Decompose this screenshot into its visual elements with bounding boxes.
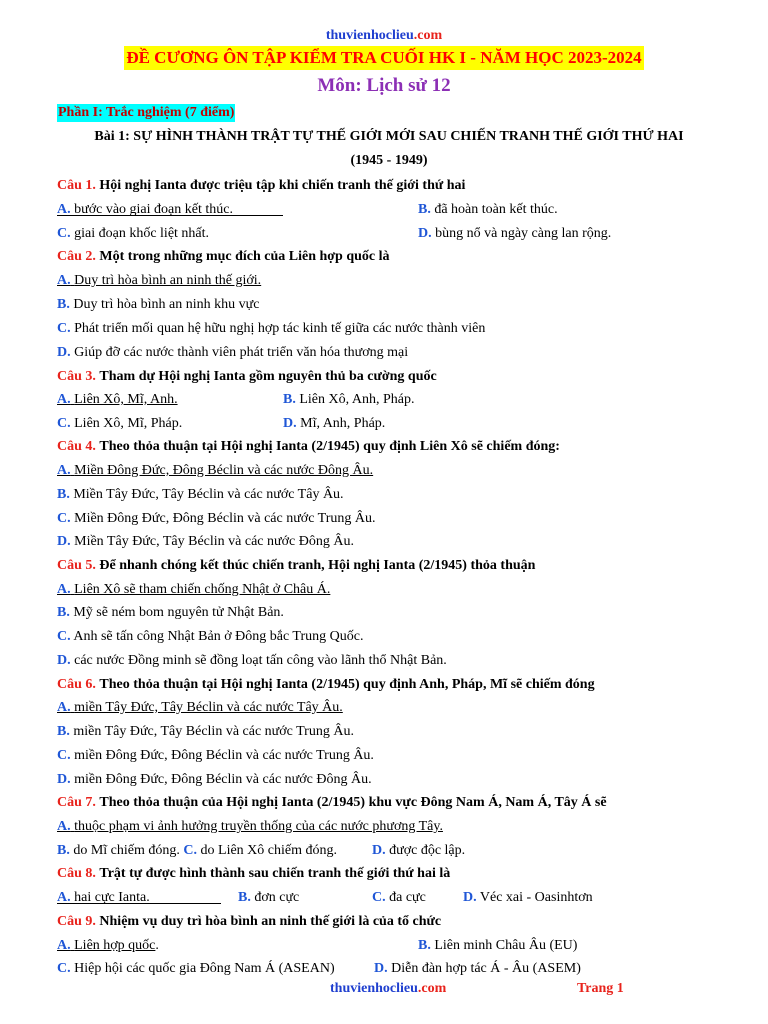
document-title: ĐỀ CƯƠNG ÔN TẬP KIỂM TRA CUỐI HK I - NĂM HỌC 2023-2024 (124, 46, 643, 70)
question-1 (57, 177, 465, 195)
q7-option-d: D. được độc lập. (372, 843, 466, 858)
q4-option-a: A. Miền Đông Đức, Đông Béclin và các nước Đông Âu. (57, 463, 374, 478)
q5-option-a: A. Liên Xô sẽ tham chiến chống Nhật ở Châu Á. (57, 582, 331, 597)
question-8: Câu 8. Trật tự được hình thành sau chiến tranh thế giới thứ hai là (57, 866, 451, 881)
q6-option-d: D. miền Đông Đức, Đông Béclin và các nước Đông Âu. (57, 772, 372, 787)
q1-option-a: A. bước vào giai đoạn kết thúc. (57, 201, 283, 219)
question-label: Câu 1. (57, 178, 96, 193)
title-wrap (0, 46, 768, 70)
q6-option-c: C. miền Đông Đức, Đông Béclin và các nước Trung Âu. (57, 748, 374, 763)
q2-option-d: D. Giúp đỡ các nước thành viên phát triển văn hóa thương mại (57, 345, 409, 360)
q2-option-b: B. Duy trì hòa bình an ninh khu vực (57, 297, 260, 312)
site-name-domain: .com (413, 28, 443, 43)
q8-option-a: A. hai cực Ianta. (57, 889, 221, 907)
q5-option-b: B. Mỹ sẽ ném bom nguyên tử Nhật Bản. (57, 605, 284, 620)
question-2: Câu 2. Một trong những mục đích của Liên hợp quốc là (57, 249, 390, 264)
q9-option-b: B. Liên minh Châu Âu (EU) (418, 938, 578, 953)
q1-option-d: D. bùng nổ và ngày càng lan rộng. (418, 226, 612, 241)
question-3: Câu 3. Tham dự Hội nghị Ianta gồm nguyên thủ ba cường quốc (57, 369, 437, 384)
q4-option-b: B. Miền Tây Đức, Tây Béclin và các nước Tây Âu. (57, 487, 344, 502)
question-5: Câu 5. Để nhanh chóng kết thúc chiến tranh, Hội nghị Ianta (2/1945) thỏa thuận (57, 558, 536, 573)
q6-option-a: A. miền Tây Đức, Tây Béclin và các nước Tây Âu. (57, 700, 343, 715)
q3-option-a: A. Liên Xô, Mĩ, Anh. (57, 392, 178, 407)
site-name-main: thuvienhoclieu (325, 28, 414, 43)
q4-option-c: C. Miền Đông Đức, Đông Béclin và các nước Trung Âu. (57, 511, 376, 526)
q8-option-d: D. Véc xai - Oasinhtơn (463, 890, 593, 905)
q9-option-c: C. Hiệp hội các quốc gia Đông Nam Á (ASEAN) (57, 961, 335, 976)
question-7: Câu 7. Theo thỏa thuận của Hội nghị Ianta (2/1945) khu vực Đông Nam Á, Nam Á, Tây Á sẽ (57, 795, 607, 810)
q3-option-d: D. Mĩ, Anh, Pháp. (283, 416, 386, 431)
q2-option-c: C. Phát triển mối quan hệ hữu nghị hợp tác kinh tế giữa các nước thành viên (57, 321, 486, 336)
site-header (0, 28, 768, 44)
q4-option-d: D. Miền Tây Đức, Tây Béclin và các nước Đông Âu. (57, 534, 354, 549)
q7-options-bcd: B. do Mĩ chiếm đóng. C. do Liên Xô chiếm đóng. (57, 843, 337, 858)
question-text: Hội nghị Ianta được triệu tập khi chiến tranh thế giới thứ hai (99, 178, 466, 193)
subject-title: Môn: Lịch sử 12 (317, 75, 451, 96)
q8-option-b: B. đơn cực (238, 890, 300, 905)
q6-option-b: B. miền Tây Đức, Tây Béclin và các nước Trung Âu. (57, 724, 354, 739)
q5-option-d: D. các nước Đồng minh sẽ đồng loạt tấn công vào lãnh thổ Nhật Bản. (57, 653, 447, 668)
q1-option-b: B. đã hoàn toàn kết thúc. (418, 202, 558, 217)
question-4: Câu 4. Theo thỏa thuận tại Hội nghị Ianta (2/1945) quy định Liên Xô sẽ chiếm đóng: (57, 439, 560, 454)
q3-option-b: B. Liên Xô, Anh, Pháp. (283, 392, 415, 407)
part-title: Phần I: Trắc nghiệm (7 điểm) (58, 105, 235, 120)
q9-option-d: D. Diễn đàn hợp tác Á - Âu (ASEM) (374, 961, 581, 976)
q2-option-a: A. Duy trì hòa bình an ninh thế giới. (57, 273, 262, 288)
question-6: Câu 6. Theo thỏa thuận tại Hội nghị Ianta (2/1945) quy định Anh, Pháp, Mĩ sẽ chiếm đóng (57, 677, 595, 692)
question-9: Câu 9. Nhiệm vụ duy trì hòa bình an ninh thế giới là của tổ chức (57, 914, 442, 929)
q1-option-c: C. giai đoạn khốc liệt nhất. (57, 226, 210, 241)
q3-option-c: C. Liên Xô, Mĩ, Pháp. (57, 416, 183, 431)
footer-site-name: thuvienhoclieu.com (330, 981, 447, 996)
q9-option-a: A. Liên hợp quốc. (57, 938, 159, 953)
lesson-years: (1945 - 1949) (350, 153, 428, 168)
lesson-title: Bài 1: SỰ HÌNH THÀNH TRẬT TỰ THẾ GIỚI MỚI SAU CHIẾN TRANH THẾ GIỚI THỨ HAI (94, 129, 684, 144)
q8-option-c: C. đa cực (372, 890, 426, 905)
q5-option-c: C. Anh sẽ tấn công Nhật Bản ở Đông bắc Trung Quốc. (57, 629, 364, 644)
q7-option-a: A. thuộc phạm vi ảnh hưởng truyền thống của các nước phương Tây. (57, 819, 443, 834)
page-number: Trang 1 (577, 981, 624, 996)
